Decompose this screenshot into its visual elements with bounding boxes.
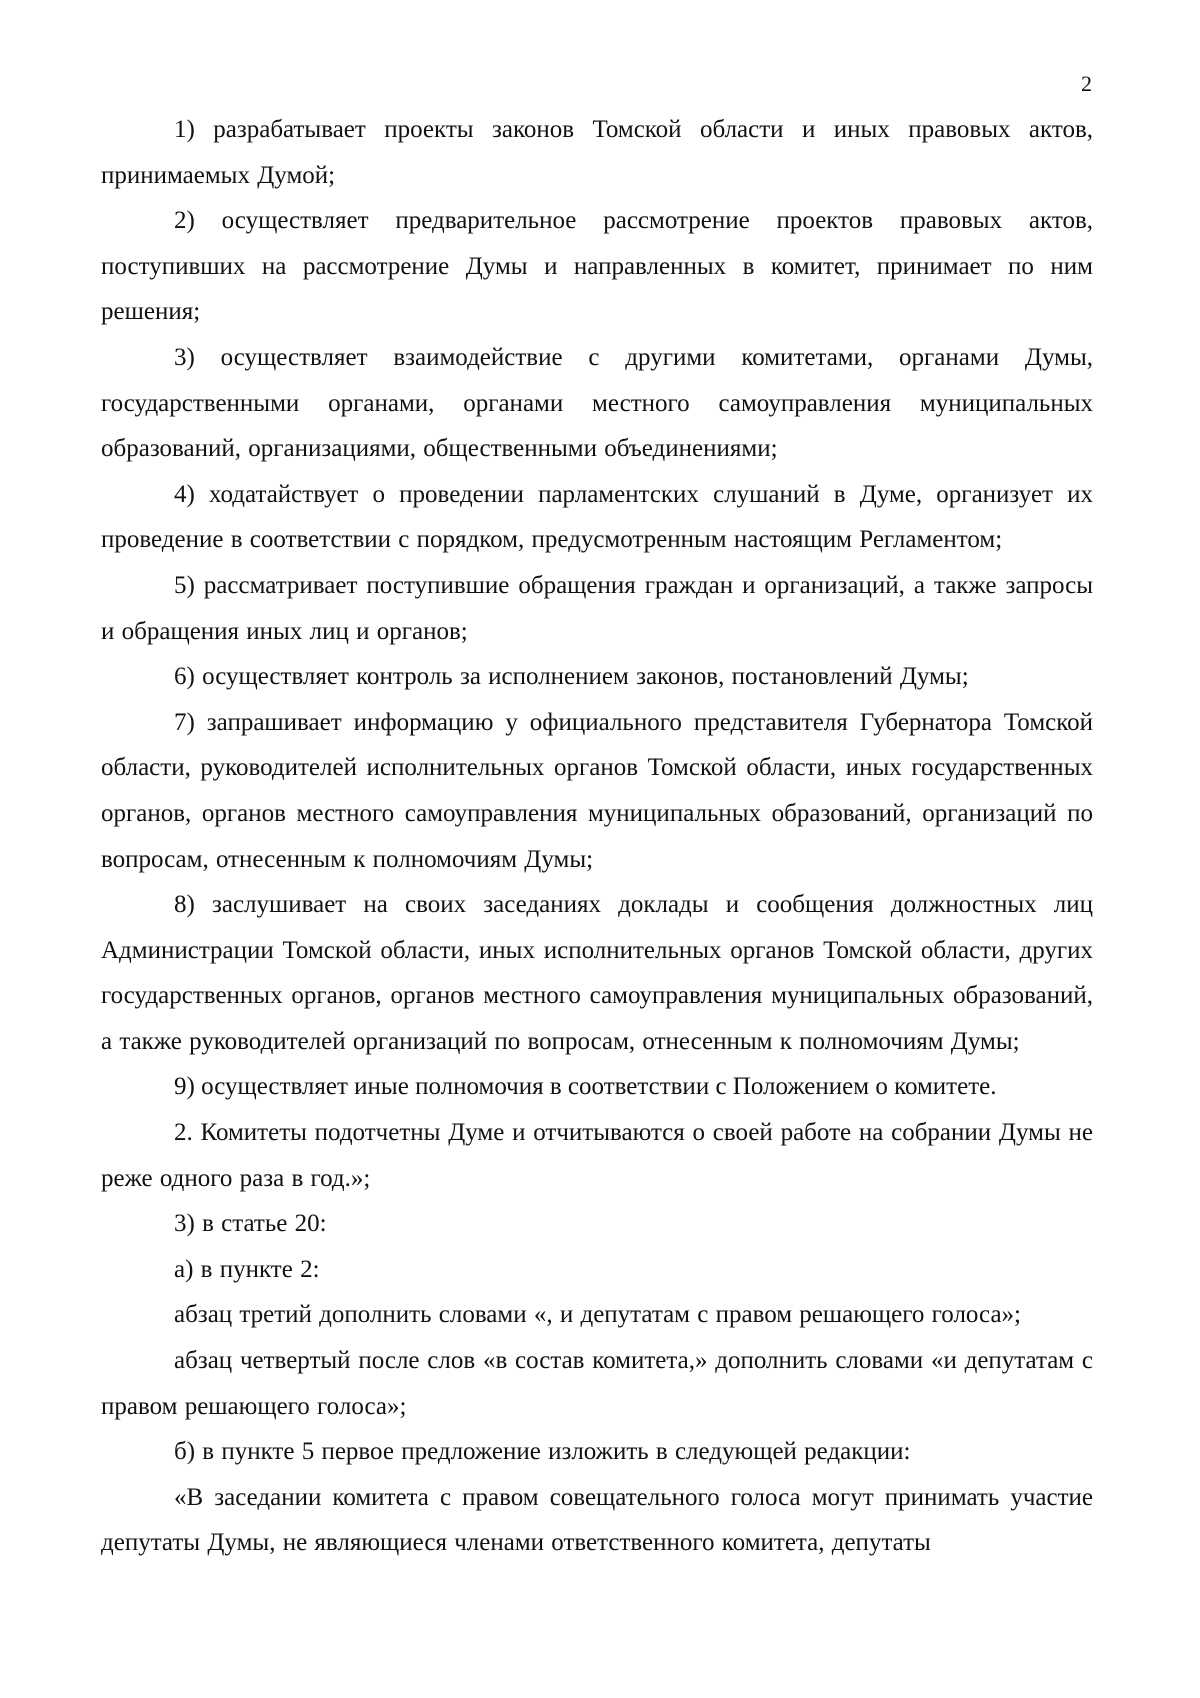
paragraph-8: 8) заслушивает на своих заседаниях доклады и сообщения должностных лиц Администрации Томской области, иных исполнительных органов Томской области, других государственных органов, органов местного самоуправления муниципальных образований, а также руководителей организаций по вопросам, отнесенным к полномочиям Думы; — [101, 891, 1093, 1055]
paragraph-3: 3) осуществляет взаимодействие с другими комитетами, органами Думы, государственными органами, органами местного самоуправления муниципальных образований, организациями, общественными объединениями; — [101, 343, 1093, 463]
paragraph-14: абзац четвертый после слов «в состав комитета,» дополнить словами «и депутатам с правом решающего голоса»; — [101, 1347, 1093, 1420]
paragraph-16: «В заседании комитета с правом совещательного голоса могут принимать участие депутаты Думы, не являющиеся членами ответственного комитета, депутаты — [101, 1483, 1093, 1557]
paragraph-4: 4) ходатайствует о проведении парламентских слушаний в Думе, организует их проведение в соответствии с порядком, предусмотренным настоящим Регламентом; — [101, 480, 1093, 554]
paragraph-7: 7) запрашивает информацию у официального представителя Губернатора Томской области, руководителей исполнительных органов Томской области, иных государственных органов, органов местного самоуправления муниципальных образований, организаций по вопросам, отнесенным к полномочиям Думы; — [101, 708, 1093, 873]
paragraph-9: 9) осуществляет иные полномочия в соответствии с Положением о комитете. — [174, 1073, 997, 1101]
paragraph-13: абзац третий дополнить словами «, и депутатам с правом решающего голоса»; — [174, 1301, 1021, 1329]
page-number: 2 — [1081, 71, 1092, 96]
paragraph-6: 6) осуществляет контроль за исполнением законов, постановлений Думы; — [174, 663, 969, 691]
paragraph-12: а) в пункте 2: — [174, 1255, 320, 1283]
document-body — [101, 107, 1093, 1566]
paragraph-10: 2. Комитеты подотчетны Думе и отчитываются о своей работе на собрании Думы не реже одного раза в год.»; — [101, 1119, 1093, 1192]
paragraph-15: б) в пункте 5 первое предложение изложить в следующей редакции: — [174, 1438, 911, 1466]
paragraph-1: 1) разрабатывает проекты законов Томской области и иных правовых актов, принимаемых Думой; — [101, 116, 1093, 189]
paragraph-11: 3) в статье 20: — [174, 1210, 327, 1238]
paragraph-2: 2) осуществляет предварительное рассмотрение проектов правовых актов, поступивших на рассмотрение Думы и направленных в комитет, принимает по ним решения; — [101, 207, 1093, 326]
paragraph-5: 5) рассматривает поступившие обращения граждан и организаций, а также запросы и обращения иных лиц и органов; — [101, 571, 1093, 645]
